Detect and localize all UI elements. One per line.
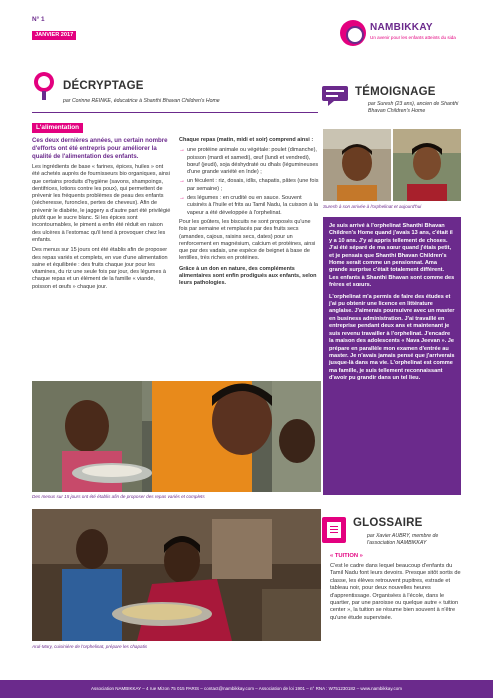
suresh-portraits-photo	[323, 129, 461, 201]
meal-bullet-vegetables: → des légumes : en crudité ou en sauce. Souvent cuisinés à l'huile et frits au Tamil Nadu, la cuisson à la vapeur a été développée à l'orphelinat.	[179, 195, 320, 217]
article-column-2	[179, 137, 320, 291]
speech-bubble-icon	[322, 86, 348, 106]
issue-number: N° 1	[32, 16, 45, 23]
photo1-caption: Des menus sur 15 jours ont été établis afin de proposer des repas variés et complets	[32, 494, 205, 499]
magnifier-icon	[32, 71, 56, 101]
photo2-caption: Arul-Mary, cuisinière de l'orphelinat, prépare les chapatis	[32, 644, 148, 649]
glossary-definition: C'est le cadre dans lequel beaucoup d'enfants du Tamil Nadu font leurs devoirs. Presque sitôt sortis de classe, les élèves retrouvent pupitres, estrade et tableau noir, pour deux nouvelles heures d'apprentissage. Organisées à l'école, dans le quartier, par une paroisse ou quelque autre « tuition center », la tuition se résume bien souvent à n'être qu'une étude supervisée.	[330, 563, 461, 621]
article-paragraph-supplements: Grâce à un don en nature, des compléments alimentaires sont enfin prodigués aux enfants, selon leurs pathologies.	[179, 265, 317, 287]
cook-preparing-chapatis-photo	[32, 509, 321, 641]
article-meals-lead: Chaque repas (matin, midi et soir) comprend ainsi :	[179, 137, 314, 143]
section-tag-alimentation: L'alimentation	[32, 123, 83, 133]
portrait-caption: Suresh à son arrivée à l'orphelinat et aujourd'hui	[323, 204, 422, 209]
article-paragraph-snacks: Pour les goûters, les biscuits ne sont proposés qu'une fois par semaine et remplacés par des fruits secs (amandes, cajous, raisins secs, dates) pour un renforcement en magnésium, calcium et protéines, ainsi que par des vadais, une espèce de beignet à base de lentilles, très riches en protéines.	[179, 218, 316, 262]
article-column-1	[32, 137, 171, 294]
issue-date: JANVIER 2017	[32, 31, 76, 40]
article-paragraph-menus: Des menus sur 15 jours ont été établis afin de proposer des repas variés et complets, en vue d'une alimentation saine et équilibrée : des fruits chaque jour pour les vitamines, du riz une seule fois par jour, des légumes à chaque repas et un élément de la famille « viande, poisson et œufs » chaque jour.	[32, 247, 168, 290]
article-paragraph-ingredients: Les ingrédients de base « farines, épices, huiles » ont été achetés auprès de fournisseurs bio organiques, ainsi que certains produits d'hygiène (savons, shampoings, dentifrices, lotions contre les poux), qui permettent de prévenir les fréquents problèmes de peau des enfants (sécheresse, furoncles, pertes de cheveux). Afin de prévenir le diabète, le jaggery a d'autre part été privilégié plutôt que le sucre blanc. Si les épices sont incontournables, le piment a enfin été réduit en raison des ulcères à l'estomac qu'il tend à provoquer chez les enfants.	[32, 164, 171, 243]
article-intro: Ces deux dernières années, un certain nombre d'efforts ont été entrepris pour améliorer la qualité de l'alimentation des enfants.	[32, 137, 168, 160]
temoignage-title: TÉMOIGNAGE	[355, 86, 436, 98]
logo-emblem-icon	[340, 20, 366, 46]
children-eating-photo	[32, 381, 321, 492]
decryptage-divider	[32, 112, 318, 113]
testimony-box	[323, 217, 461, 495]
issue-block	[32, 16, 88, 41]
testimony-paragraph-1: Je suis arrivé à l'orphelinat Shanthi Bhavan Children's Home quand j'avais 13 ans, c'était il y a 10 ans. J'y ai appris tellement de choses. J'ai été séparé de ma sœur quand j'étais petit, et je pensais que Shanthi Bhavan Children's Home serait comme un pensionnat. Ama grande surprise c'était totalement différent. Les enfants à Shanthi Bhavan sont comme des frères et sœurs.	[329, 223, 455, 289]
temoignage-byline: par Suresh (23 ans), ancien de Shanthi Bhavan Children's Home	[368, 101, 459, 114]
meal-bullet-protein: → une protéine animale ou végétale: poulet (dimanche), poisson (mardi et samedi), œuf (lundi et vendredi), bœuf (jeudi), soja déshydraté ou dhals (légumineuses d'une grande variété en Inde) ;	[179, 147, 320, 176]
nambikkay-logo	[340, 20, 460, 48]
decryptage-byline: par Corinne REINKE, éducatrice à Shanthi Bhavan Children's Home	[63, 98, 220, 104]
glossaire-byline: par Xavier AUBRY, membre de l'association NAMBIKKAY	[367, 533, 439, 546]
book-icon	[322, 517, 346, 543]
glossaire-title: GLOSSAIRE	[353, 517, 423, 529]
meal-bullet-starch: → un féculent : riz, dosais, idlis, chapatis, pâtes (une fois par semaine) ;	[179, 178, 320, 193]
logo-tagline: Un avenir pour les enfants atteints du sida	[370, 35, 456, 40]
decryptage-title: DÉCRYPTAGE	[63, 80, 144, 92]
footer-contact: Association NAMBIKKAY – 4 rue Mizon 75 015 PARIS – contact@nambikkay.com – Association de loi 1901 – n° RNA : W751230182 – www.nambikkay.com	[0, 680, 493, 698]
logo-name: NAMBIKKAY	[370, 22, 433, 33]
glossary-term: « TUITION »	[330, 553, 363, 559]
testimony-paragraph-2: L'orphelinat m'a permis de faire des études et j'ai pu obtenir une licence en littérature anglaise. J'aimerais poursuivre avec un master en business administration. J'ai travaillé en entreprise pendant deux ans et maintenant je suis revenu travailler à l'orphelinat. J'encadre la maison des adolescents « Nava Jeevan ». Je prépare en parallèle mon examen d'entrée au master. Je n'avais jamais pensé que j'arriverais jusque-là dans ma vie. L'orphelinat est comme ma famille, je suis tellement reconnaissant d'avoir pu grandir dans un tel lieu.	[329, 293, 455, 382]
